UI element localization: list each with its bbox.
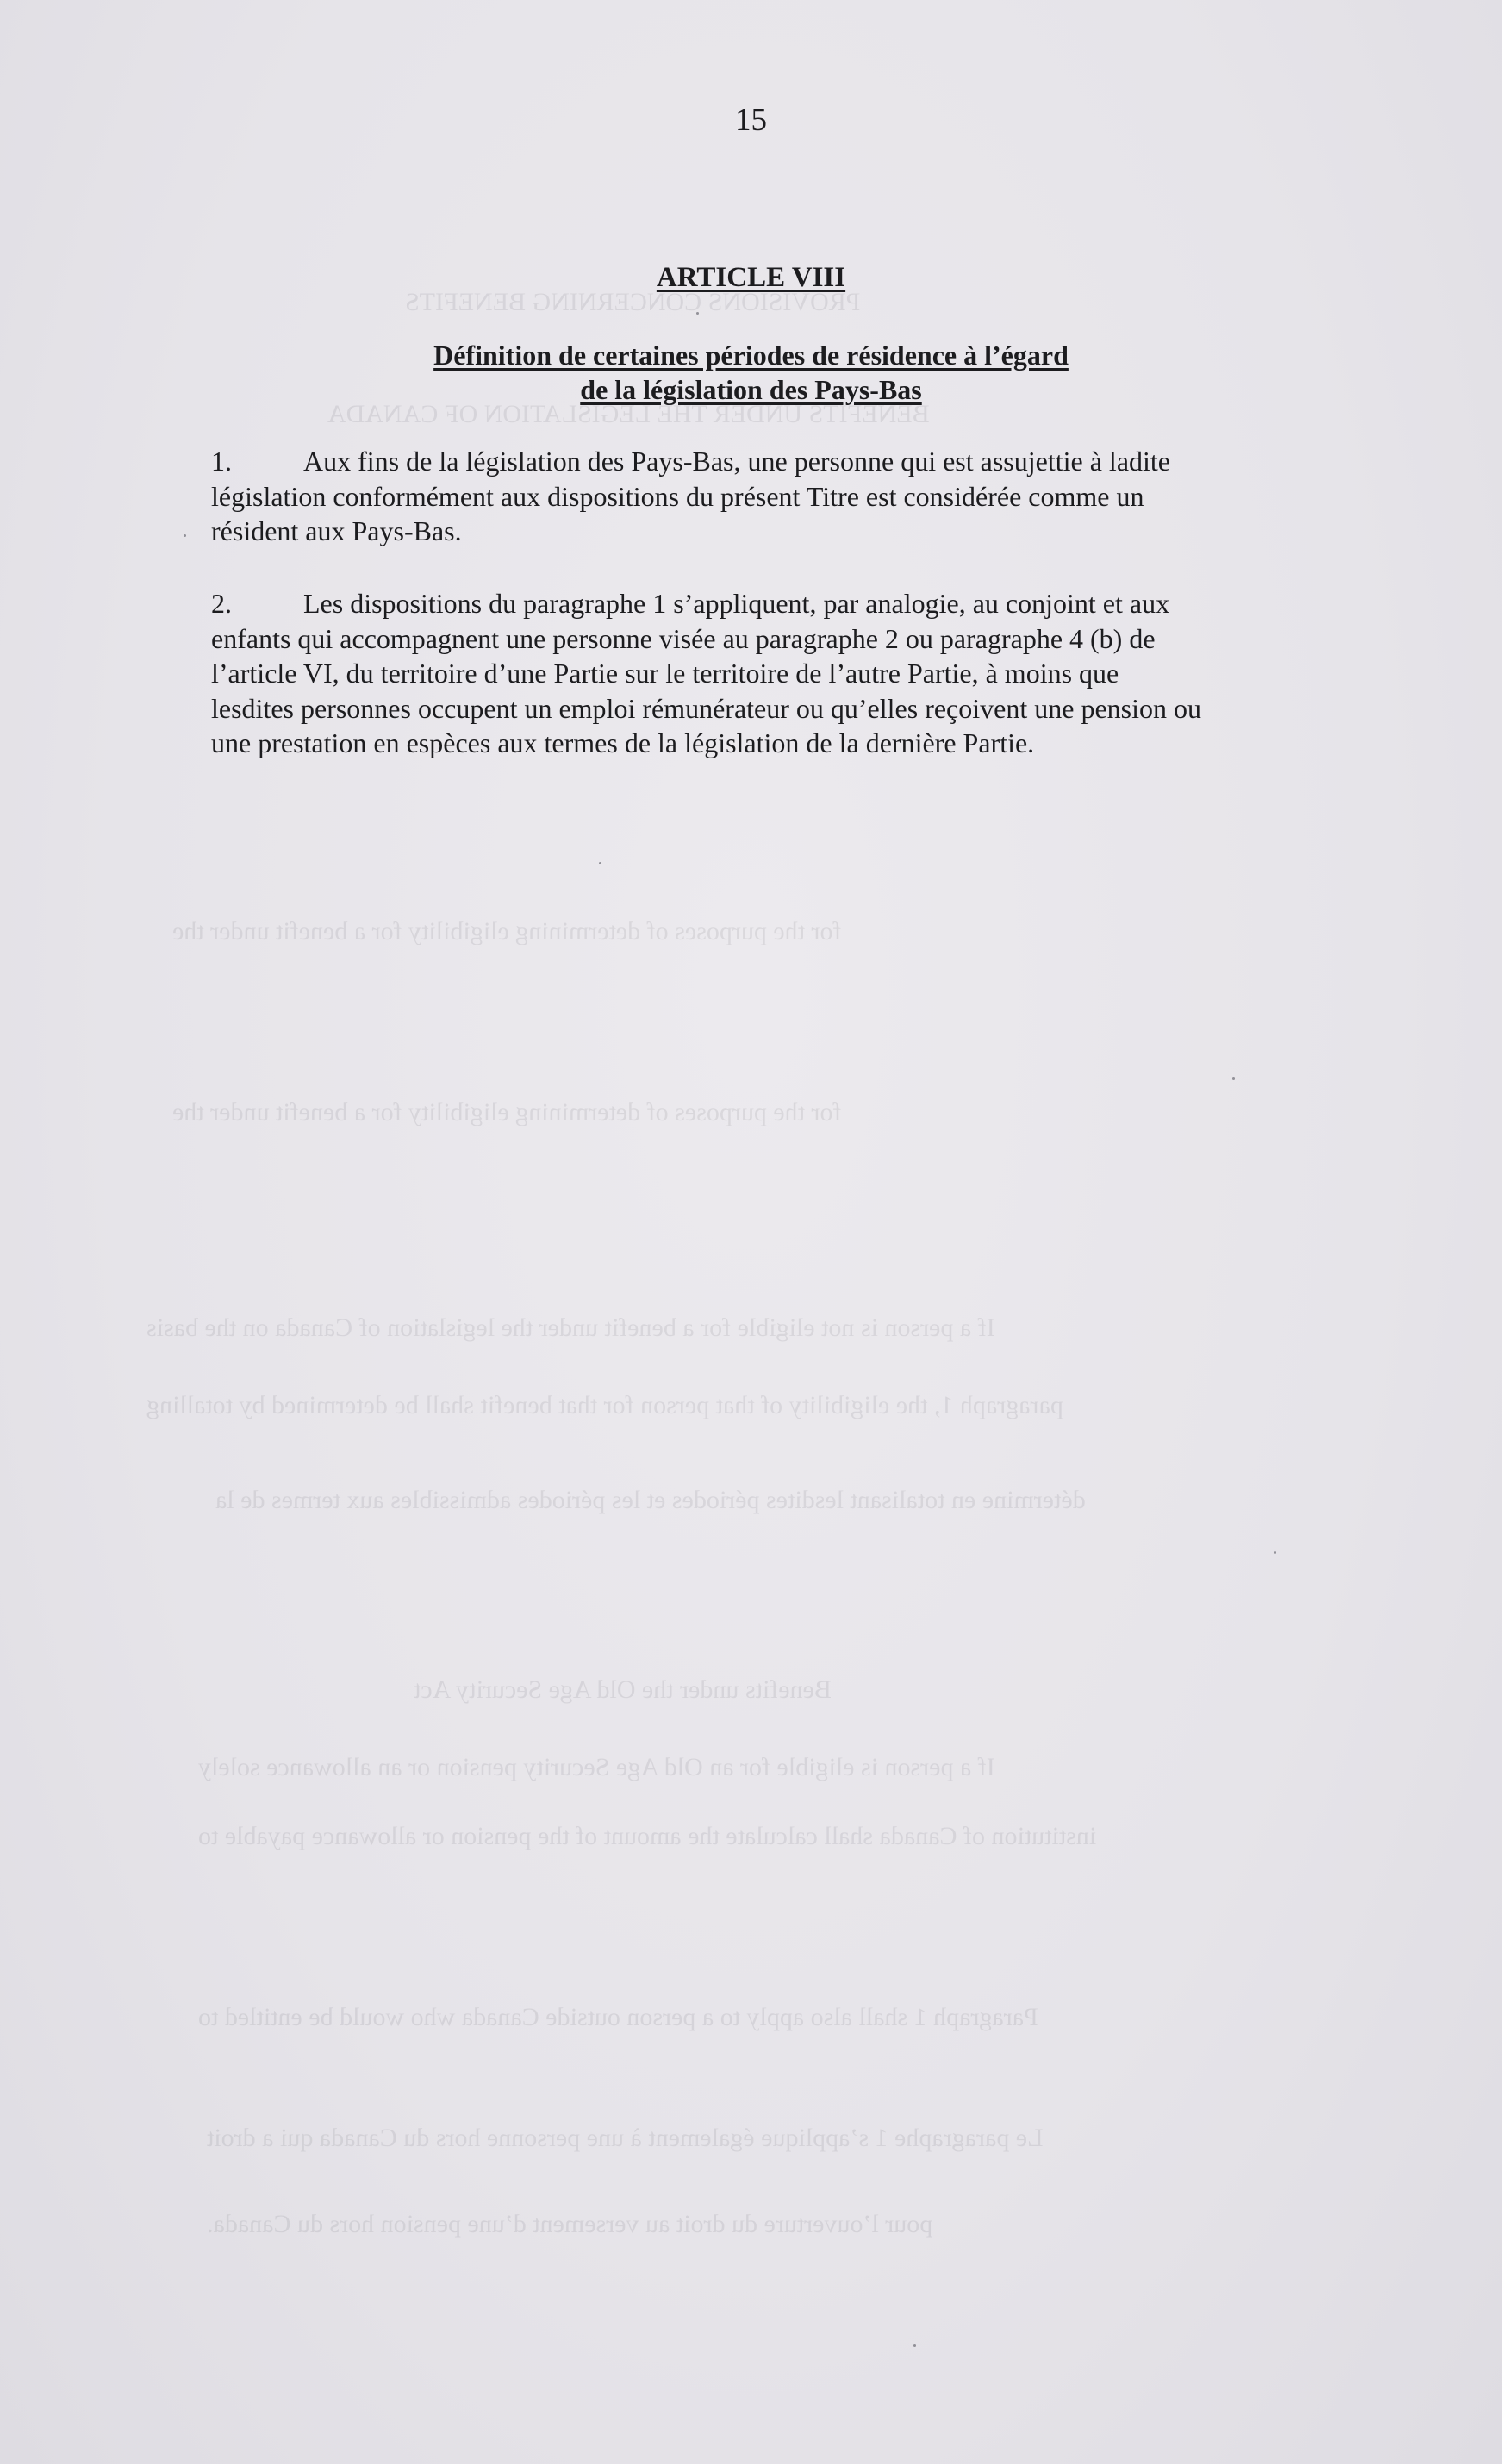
paragraph-line: législation conformément aux dispositions du présent Titre est considérée comme un bbox=[211, 480, 1144, 512]
paragraph-1 bbox=[211, 444, 1280, 549]
scan-speck bbox=[599, 862, 601, 864]
scan-speck bbox=[1274, 1551, 1276, 1554]
paragraph-line: l’article VI, du territoire d’une Partie sur le territoire de l’autre Partie, à moins que bbox=[211, 658, 1119, 689]
paragraph-line: une prestation en espèces aux termes de la législation de la dernière Partie. bbox=[211, 727, 1035, 758]
bleed-through-text: détermine en totalisant lesdites périodes et les périodes admissibles aux termes de la bbox=[215, 1486, 1086, 1514]
bleed-through-text: BENEFITS UNDER THE LEGISLATION OF CANADA bbox=[327, 400, 930, 428]
paragraph-line bbox=[211, 444, 1280, 479]
bleed-through-text: Le paragraphe 1 s’applique également à une personne hors du Canada qui a droit bbox=[207, 2124, 1044, 2152]
bleed-through-text: If a person is not eligible for a benefit under the legislation of Canada on the basis bbox=[146, 1313, 995, 1342]
scan-speck bbox=[913, 2344, 916, 2347]
paragraph-text: Les dispositions du paragraphe 1 s’appliquent, par analogie, au conjoint et aux bbox=[303, 588, 1170, 619]
paragraph-number: 2. bbox=[211, 588, 232, 619]
bleed-through-text: pour l’ouverture du droit au versement d’une pension hors du Canada. bbox=[207, 2210, 933, 2238]
article-title: ARTICLE VIII bbox=[656, 262, 846, 293]
paragraph-line: enfants qui accompagnent une personne visée au paragraphe 2 ou paragraphe 4 (b) de bbox=[211, 622, 1156, 654]
bleed-through-text: If a person is eligible for an Old Age Security pension or an allowance solely bbox=[198, 1753, 995, 1781]
paragraph-line: résident aux Pays-Bas. bbox=[211, 515, 462, 546]
article-subtitle-line-1: Définition de certaines périodes de résidence à l’égard bbox=[433, 340, 1069, 371]
article-subtitle bbox=[0, 338, 1502, 407]
bleed-through-text: for the purposes of determining eligibility for a benefit under the bbox=[172, 1098, 842, 1126]
paragraph-2 bbox=[211, 586, 1280, 761]
article-subtitle-line-2: de la législation des Pays-Bas bbox=[580, 374, 922, 405]
bleed-through-text: Paragraph 1 shall also apply to a person outside Canada who would be entitled to bbox=[198, 2003, 1038, 2031]
bleed-through-text: Benefits under the Old Age Security Act bbox=[414, 1675, 832, 1704]
page-number: 15 bbox=[735, 103, 767, 138]
bleed-through-text: paragraph 1, the eligibility of that person for that benefit shall be determined by totalling bbox=[146, 1391, 1063, 1419]
paragraph-text: Aux fins de la législation des Pays-Bas, une personne qui est assujettie à ladite bbox=[303, 446, 1170, 477]
bleed-through-text: PROVISIONS CONCERNING BENEFITS bbox=[405, 288, 861, 316]
scan-speck bbox=[184, 534, 186, 537]
paragraph-line bbox=[211, 586, 1280, 621]
scan-speck bbox=[1232, 1077, 1235, 1080]
bleed-through-text: for the purposes of determining eligibility for a benefit under the bbox=[172, 917, 842, 945]
paragraph-line: lesdites personnes occupent un emploi rémunérateur ou qu’elles reçoivent une pension ou bbox=[211, 692, 1201, 724]
paragraph-number: 1. bbox=[211, 446, 232, 477]
bleed-through-text: institution of Canada shall calculate the amount of the pension or allowance payable to bbox=[198, 1822, 1097, 1850]
scan-speck bbox=[696, 312, 699, 315]
